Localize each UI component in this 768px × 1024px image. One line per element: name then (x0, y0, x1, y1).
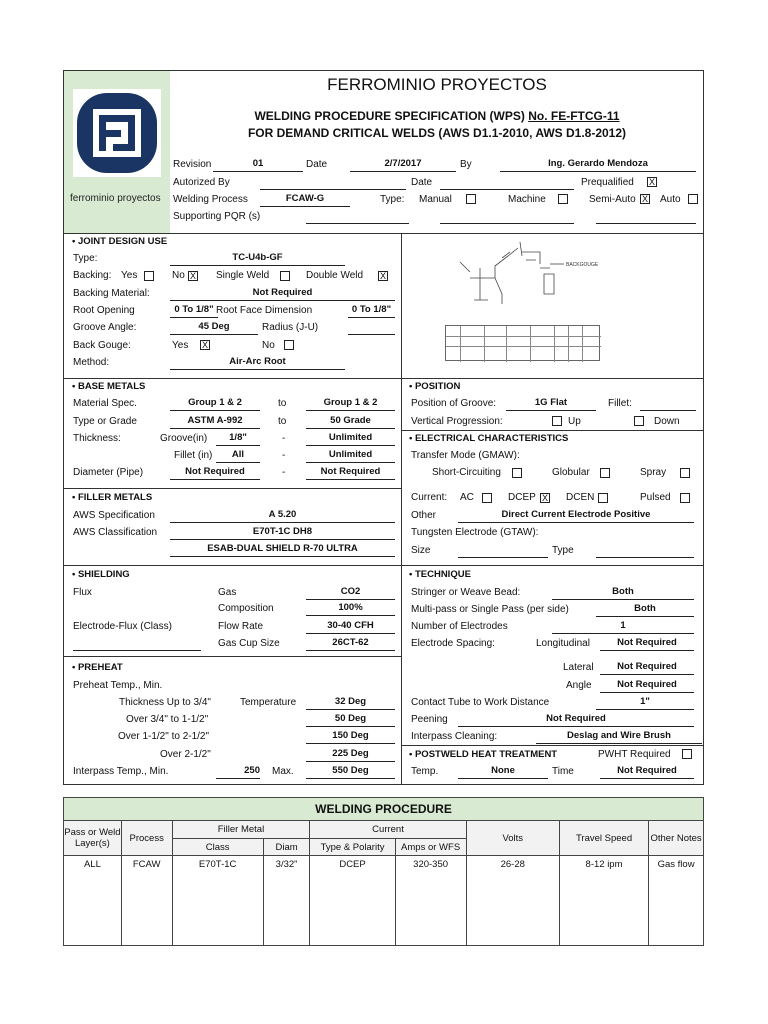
gouge-yes-checkbox[interactable]: X (201, 340, 208, 350)
composition-value: 100% (306, 602, 395, 616)
lateral-value: Not Required (600, 661, 694, 675)
fillet-max: Unlimited (306, 449, 395, 463)
diameter-2: Not Required (306, 466, 395, 480)
cell-process: FCAW (121, 856, 172, 946)
spacing-label: Electrode Spacing: (411, 638, 495, 649)
material-spec-label: Material Spec. (73, 398, 137, 409)
wps-number: No. FE-FTCG-11 (528, 109, 620, 123)
divider-elec (401, 430, 704, 431)
ac-label: AC (460, 492, 474, 503)
t3-label: Over 1-1/2" to 2-1/2" (118, 731, 210, 742)
t4-value: 225 Deg (306, 748, 395, 762)
groove-in-label: Groove(in) (160, 433, 208, 444)
date2-label: Date (411, 177, 433, 188)
dcep-label: DCEP (508, 492, 536, 503)
flux-label: Flux (73, 587, 92, 598)
header-amps: Amps or WFS (395, 839, 466, 856)
groove-max: Unlimited (306, 432, 395, 446)
pqr-value-3 (596, 210, 696, 224)
manual-label: Manual (419, 194, 452, 205)
revision-value: 01 (213, 158, 303, 172)
groove-angle-value: 45 Deg (170, 321, 258, 335)
header-process: Process (121, 821, 172, 856)
by-value: Ing. Gerardo Mendoza (500, 158, 696, 172)
by-label: By (460, 159, 472, 170)
backing-material-label: Backing Material: (73, 288, 150, 299)
pwht-required-label: PWHT Required (598, 749, 671, 760)
electrode-flux-label: Electrode-Flux (Class) (73, 621, 172, 632)
auto-checkbox[interactable] (688, 194, 698, 204)
diagram-label: BACKGOUGE (566, 262, 599, 268)
longitudinal-value: Not Required (600, 637, 694, 651)
date-value: 2/7/2017 (350, 158, 456, 172)
single-weld-checkbox[interactable] (280, 271, 290, 281)
filler-brand: ESAB-DUAL SHIELD R-70 ULTRA (170, 543, 395, 557)
groove-dash: - (282, 433, 286, 444)
groove-angle-label: Groove Angle: (73, 322, 137, 333)
tungsten-type-value (596, 544, 694, 558)
machine-label: Machine (508, 194, 546, 205)
num-electrodes-value: 1 (552, 620, 694, 634)
diameter-1: Not Required (170, 466, 260, 480)
position-title: • POSITION (409, 381, 461, 392)
electrical-title: • ELECTRICAL CHARACTERISTICS (409, 433, 569, 444)
header-class: Class (172, 839, 263, 856)
divider-2 (63, 488, 402, 489)
short-circuit-label: Short-Circuiting (432, 467, 501, 478)
joint-title: • JOINT DESIGN USE (72, 236, 168, 247)
t2-value: 50 Deg (306, 713, 395, 727)
t4-label: Over 2-1/2" (160, 749, 211, 760)
divider-3 (63, 565, 704, 566)
method-label: Method: (73, 357, 110, 368)
t2-label: Over 3/4" to 1-1/2" (126, 714, 209, 725)
center-divider (401, 233, 402, 785)
fillet-position-value (640, 397, 696, 411)
pqr-value-2 (440, 210, 574, 224)
header-travel: Travel Speed (559, 821, 648, 856)
gouge-no-label: No (262, 340, 275, 351)
joint-type-label: Type: (73, 253, 98, 264)
joint-type-value: TC-U4b-GF (170, 252, 345, 266)
longitudinal-label: Longitudinal (536, 638, 590, 649)
groove-position-label: Position of Groove: (411, 398, 497, 409)
flow-rate-value: 30-40 CFH (306, 620, 395, 634)
stringer-value: Both (552, 586, 694, 600)
preheat-title: • PREHEAT (72, 662, 123, 673)
globular-checkbox[interactable] (600, 468, 610, 478)
filler-title: • FILLER METALS (72, 492, 153, 503)
flow-rate-label: Flow Rate (218, 621, 264, 632)
semiauto-label: Semi-Auto (589, 194, 636, 205)
backing-no-checkbox[interactable]: X (189, 271, 196, 281)
date-label: Date (306, 159, 328, 170)
spec-to: to (278, 398, 287, 409)
double-weld-label: Double Weld (306, 270, 364, 281)
ac-checkbox[interactable] (482, 493, 492, 503)
base-title: • BASE METALS (72, 381, 146, 392)
joint-detail-table (445, 325, 600, 361)
cell-type: DCEP (310, 856, 395, 946)
gas-cup-value: 26CT-62 (306, 637, 395, 651)
temperature-label: Temperature (240, 697, 297, 708)
pqr-label: Supporting PQR (s) (173, 211, 261, 222)
back-gouge-label: Back Gouge: (73, 340, 131, 351)
gas-value: CO2 (306, 586, 395, 600)
backing-material-value: Not Required (170, 287, 395, 301)
stringer-label: Stringer or Weave Bead: (411, 587, 521, 598)
welding-procedure-table (63, 797, 704, 946)
pwht-temp-label: Temp. (411, 766, 439, 777)
pulsed-checkbox[interactable] (680, 493, 690, 503)
peening-value: Not Required (458, 713, 694, 727)
header-diam: Diam (263, 839, 310, 856)
size-value (458, 544, 548, 558)
composition-label: Composition (218, 603, 274, 614)
dcep-checkbox[interactable]: X (541, 493, 548, 503)
interpass-max: 550 Deg (306, 765, 395, 779)
vertical-label: Vertical Progression: (411, 416, 503, 427)
lateral-label: Lateral (563, 662, 594, 673)
table-row (64, 856, 704, 946)
technique-title: • TECHNIQUE (409, 569, 471, 580)
company-name: FERROMINIO PROYECTOS (327, 75, 547, 94)
procedure-title: WELDING PROCEDURE (64, 798, 704, 821)
fillet-in-label: Fillet (in) (174, 450, 213, 461)
authorized-value (260, 176, 406, 190)
t1-label: Thickness Up to 3/4" (119, 697, 211, 708)
groove-position-value: 1G Flat (506, 397, 596, 411)
gas-label: Gas (218, 587, 237, 598)
pulsed-label: Pulsed (640, 492, 671, 503)
logo-text: ferrominio proyectos (70, 193, 161, 204)
globular-label: Globular (552, 467, 590, 478)
manual-checkbox[interactable] (466, 194, 476, 204)
ctwd-label: Contact Tube to Work Distance (411, 697, 550, 708)
divider-1 (63, 378, 704, 379)
cell-travel: 8-12 ipm (559, 856, 648, 946)
header-filler: Filler Metal (172, 821, 310, 839)
tungsten-type-label: Type (552, 545, 574, 556)
multipass-label: Multi-pass or Single Pass (per side) (411, 604, 569, 615)
header-current: Current (310, 821, 466, 839)
gouge-no-checkbox[interactable] (284, 340, 294, 350)
preheat-min-label: Preheat Temp., Min. (73, 680, 163, 691)
t3-value: 150 Deg (306, 730, 395, 744)
divider-pwht (401, 745, 704, 746)
pqr-value (306, 210, 409, 224)
interpass-min: 250 (216, 765, 260, 779)
semiauto-checkbox[interactable]: X (641, 194, 648, 204)
down-label: Down (654, 416, 680, 427)
up-checkbox[interactable] (552, 416, 562, 426)
angle-label: Angle (566, 680, 592, 691)
down-checkbox[interactable] (634, 416, 644, 426)
process-label: Welding Process (173, 194, 248, 205)
cell-notes: Gas flow (649, 856, 704, 946)
tungsten-label: Tungsten Electrode (GTAW): (411, 527, 539, 538)
cell-class: E70T-1C (172, 856, 263, 946)
backing-label: Backing: (73, 270, 112, 281)
authorized-label: Autorized By (173, 177, 230, 188)
backing-yes-label: Yes (121, 270, 138, 281)
process-value: FCAW-G (260, 193, 350, 207)
spray-checkbox[interactable] (680, 468, 690, 478)
divider-4 (63, 656, 402, 657)
shielding-title: • SHIELDING (72, 569, 130, 580)
dcen-label: DCEN (566, 492, 595, 503)
root-face-label: Root Face Dimension (216, 305, 313, 316)
logo-icon (73, 89, 161, 182)
grade-to: to (278, 416, 287, 427)
type-label: Type: (380, 194, 405, 205)
wps-title (170, 109, 704, 123)
machine-checkbox[interactable] (558, 194, 568, 204)
wps-title-text: WELDING PROCEDURE SPECIFICATION (WPS) (254, 109, 529, 123)
backing-no-label: No (172, 270, 185, 281)
prequalified-checkbox[interactable]: X (648, 177, 655, 187)
thickness-label: Thickness: (73, 433, 121, 444)
cleaning-value: Deslag and Wire Brush (536, 730, 702, 744)
up-label: Up (568, 416, 581, 427)
pwht-required-checkbox[interactable] (682, 749, 692, 759)
root-face-value: 0 To 1/8" (348, 304, 395, 318)
interpass-max-label: Max. (272, 766, 294, 777)
date2-value (440, 176, 574, 190)
root-opening-label: Root Opening (73, 305, 135, 316)
t1-value: 32 Deg (306, 696, 395, 710)
cell-amps: 320-350 (395, 856, 466, 946)
double-weld-checkbox[interactable]: X (379, 271, 386, 281)
material-spec-1: Group 1 & 2 (170, 397, 260, 411)
prequalified-label: Prequalified (581, 177, 634, 188)
cleaning-label: Interpass Cleaning: (411, 731, 498, 742)
other-label: Other (411, 510, 437, 521)
multipass-value: Both (596, 603, 694, 617)
cell-diam: 3/32" (263, 856, 310, 946)
gas-cup-label: Gas Cup Size (218, 638, 280, 649)
fillet-in-value: All (216, 449, 260, 463)
fillet-position-label: Fillet: (608, 398, 632, 409)
single-weld-label: Single Weld (216, 270, 270, 281)
radius-value (348, 321, 395, 335)
header-volts: Volts (466, 821, 559, 856)
grade-2: 50 Grade (306, 415, 395, 429)
header-type: Type & Polarity (310, 839, 395, 856)
gouge-yes-label: Yes (172, 340, 189, 351)
pwht-temp-value: None (458, 765, 548, 779)
pwht-time-value: Not Required (600, 765, 694, 779)
pwht-time-label: Time (552, 766, 574, 777)
root-opening-value: 0 To 1/8" (170, 304, 218, 318)
current-label: Current: (411, 492, 448, 503)
aws-class-label: AWS Classification (73, 527, 158, 538)
diam-dash: - (282, 467, 286, 478)
spray-label: Spray (640, 467, 667, 478)
num-electrodes-label: Number of Electrodes (411, 621, 508, 632)
pwht-title: • POSTWELD HEAT TREATMENT (409, 749, 558, 760)
auto-label: Auto (660, 194, 681, 205)
cell-volts: 26-28 (466, 856, 559, 946)
joint-diagram (440, 238, 600, 315)
method-value: Air-Arc Root (170, 356, 345, 370)
peening-label: Peening (411, 714, 448, 725)
size-label: Size (411, 545, 431, 556)
ctwd-value: 1" (596, 696, 694, 710)
electrode-flux-value (73, 637, 201, 651)
backing-yes-checkbox[interactable] (144, 271, 154, 281)
material-spec-2: Group 1 & 2 (306, 397, 395, 411)
diameter-label: Diameter (Pipe) (73, 467, 144, 478)
header-pass: Pass or Weld Layer(s) (64, 821, 122, 856)
grade-1: ASTM A-992 (170, 415, 260, 429)
dcen-checkbox[interactable] (598, 493, 608, 503)
angle-value: Not Required (600, 679, 694, 693)
header-notes: Other Notes (649, 821, 704, 856)
aws-spec-value: A 5.20 (170, 509, 395, 523)
radius-label: Radius (J-U) (262, 322, 319, 333)
other-value: Direct Current Electrode Positive (458, 509, 694, 523)
short-circuit-checkbox[interactable] (512, 468, 522, 478)
groove-in-value: 1/8" (216, 432, 260, 446)
aws-class-value: E70T-1C DH8 (170, 526, 395, 540)
transfer-label: Transfer Mode (GMAW): (411, 450, 520, 461)
aws-spec-label: AWS Specification (73, 510, 155, 521)
interpass-label: Interpass Temp., Min. (73, 766, 169, 777)
fillet-dash: - (282, 450, 286, 461)
cell-pass: ALL (64, 856, 122, 946)
grade-label: Type or Grade (73, 416, 137, 427)
revision-label: Revision (173, 159, 212, 170)
wps-subtitle: FOR DEMAND CRITICAL WELDS (AWS D1.1-2010, AWS D1.8-2012) (247, 126, 627, 140)
